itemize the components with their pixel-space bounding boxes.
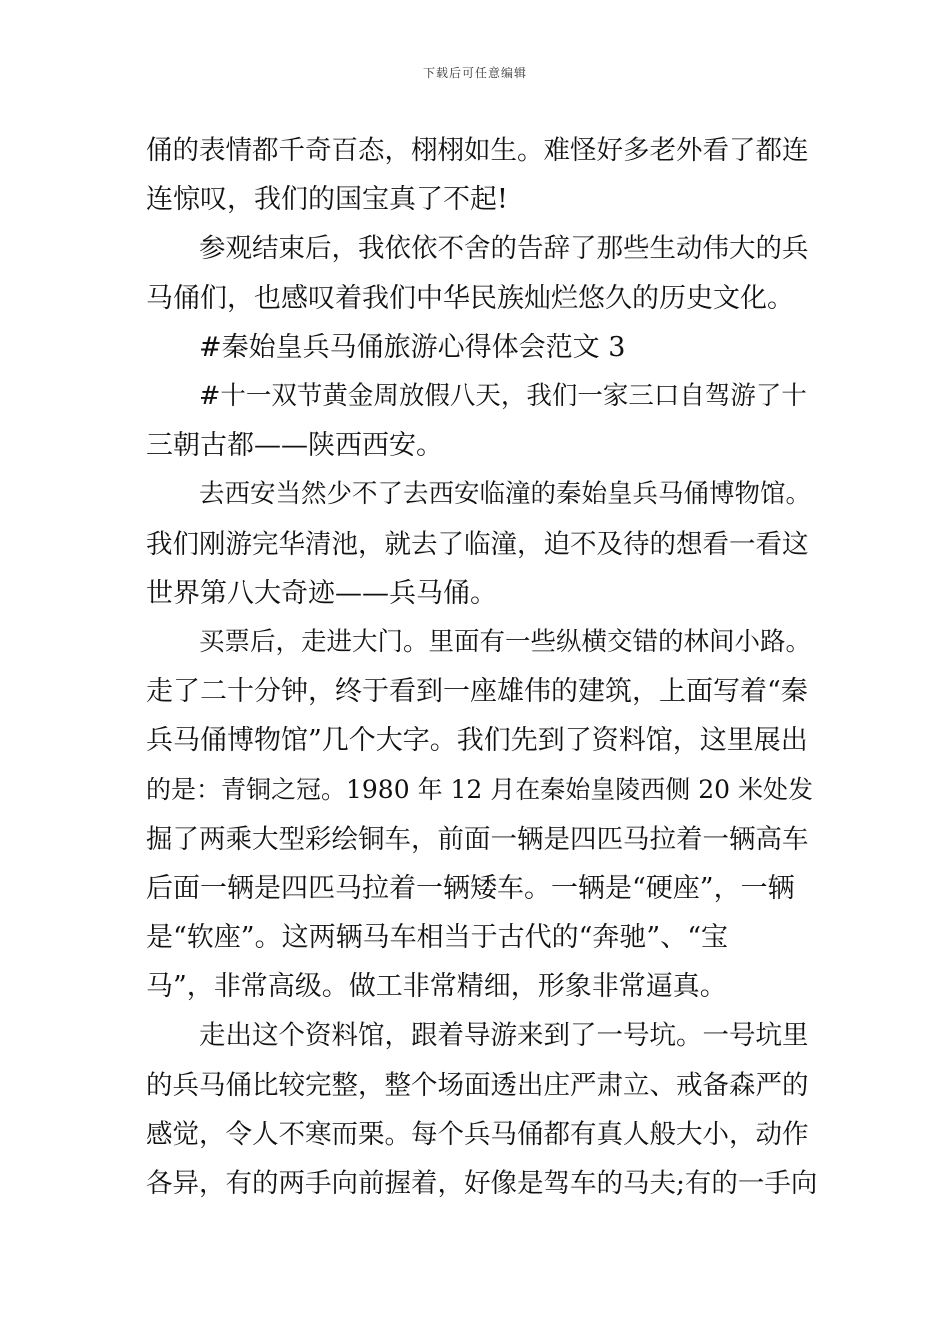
text-line: 各异，有的两手向前握着，好像是驾车的马夫;有的一手向 — [146, 1167, 818, 1199]
text-line: 俑的表情都千奇百态，栩栩如生。难怪好多老外看了都连 — [146, 135, 809, 166]
text-line: 三朝古都——陕西西安。 — [146, 430, 443, 462]
text-line: 感觉，令人不寒而栗。每个兵马俑都有真人般大小，动作 — [146, 1118, 809, 1150]
text-line: #十一双节黄金周放假八天，我们一家三口自驾游了十 — [199, 380, 807, 411]
text-line: 兵马俑博物馆”几个大字。我们先到了资料馆，这里展出 — [146, 725, 808, 757]
text-line: 马”，非常高级。做工非常精细，形象非常逼真。 — [146, 971, 727, 1003]
text-line: 去西安当然少不了去西安临潼的秦始皇兵马俑博物馆。 — [199, 479, 812, 510]
text-line: 参观结束后，我依依不舍的告辞了那些生动伟大的兵 — [199, 233, 809, 265]
text-line: 后面一辆是四匹马拉着一辆矮车。一辆是“硬座”，一辆 — [146, 872, 795, 904]
text-line: 买票后，走进大门。里面有一些纵横交错的林间小路。 — [199, 626, 812, 657]
text-line: 的兵马俑比较完整，整个场面透出庄严肃立、戒备森严的 — [146, 1069, 809, 1101]
text-line: 马俑们，也感叹着我们中华民族灿烂悠久的历史文化。 — [146, 282, 794, 314]
text-line: 的是：青铜之冠。1980 年 12 月在秦始皇陵西侧 20 米处发 — [146, 775, 813, 805]
text-line: #秦始皇兵马俑旅游心得体会范文 3 — [199, 331, 626, 363]
text-line: 连惊叹，我们的国宝真了不起! — [146, 184, 508, 216]
text-line: 掘了两乘大型彩绘铜车，前面一辆是四匹马拉着一辆高车 — [146, 823, 809, 855]
text-line: 走出这个资料馆，跟着导游来到了一号坑。一号坑里 — [199, 1020, 809, 1052]
text-line: 世界第八大奇迹——兵马俑。 — [146, 577, 497, 609]
document-body — [146, 126, 818, 1208]
page-header-note: 下载后可任意编辑 — [422, 66, 527, 80]
text-line: 走了二十分钟，终于看到一座雄伟的建筑，上面写着“秦 — [146, 676, 808, 708]
text-line: 是“软座”。这两辆马车相当于古代的“奔驰”、“宝 — [146, 922, 729, 953]
text-line: 我们刚游完华清池，就去了临潼，迫不及待的想看一看这 — [146, 528, 809, 560]
